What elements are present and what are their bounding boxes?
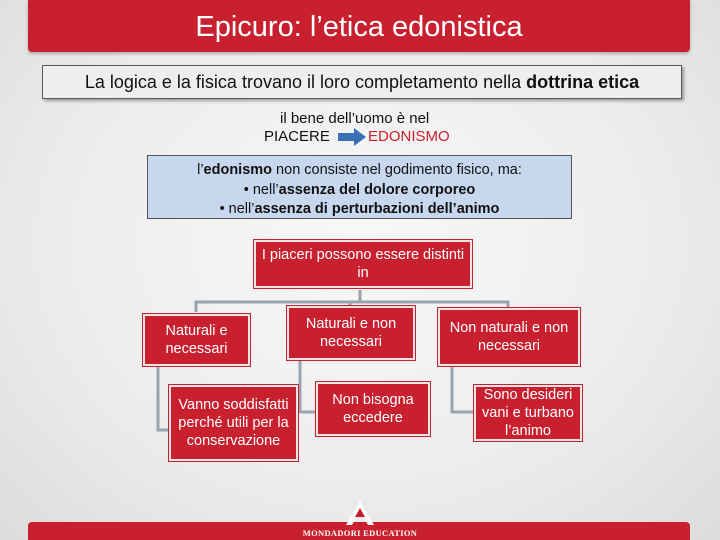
edonismo-word: EDONISMO xyxy=(368,128,450,145)
bullet-prefix: • nell’ xyxy=(219,201,255,217)
child-connector-1 xyxy=(158,367,172,430)
tree-branch-node xyxy=(289,308,413,358)
bullet-emphasis: assenza del dolore corporeo xyxy=(278,181,476,198)
branch-label: Naturali e non necessari xyxy=(305,316,397,350)
edonismo-keyword: edonismo xyxy=(203,162,273,178)
bullet-prefix: • nell’ xyxy=(243,181,279,198)
mondadori-logo-icon xyxy=(345,500,375,526)
publisher-brand: MONDADORI EDUCATION xyxy=(302,528,418,538)
subtitle-text: La logica e la fisica trovano il loro completamento nella xyxy=(84,72,527,92)
slide-title-text: Epicuro: l’etica edonistica xyxy=(195,11,523,43)
child-connector-3 xyxy=(452,366,476,412)
bullet-emphasis: assenza di perturbazioni dell’animo xyxy=(254,201,500,217)
child-label: Non bisogna eccedere xyxy=(332,392,414,426)
child-connector-2 xyxy=(300,360,318,412)
text-fragment: l’ xyxy=(197,162,204,178)
tree-child-node xyxy=(171,387,296,459)
tree-child-node xyxy=(318,384,428,434)
branch-label: Non naturali e non necessari xyxy=(449,320,569,354)
tree-branch-node xyxy=(145,316,248,364)
pleasure-line: il bene dell’uomo è nel xyxy=(280,110,430,127)
child-label: Sono desideri vani e turbano l’animo xyxy=(482,387,574,439)
text-fragment: non consiste nel godimento fisico, ma: xyxy=(272,162,522,178)
tree-root-label: I piaceri possono essere distinti in xyxy=(261,247,465,281)
pleasure-word: PIACERE xyxy=(264,128,330,145)
subtitle-emphasis: dottrina etica xyxy=(526,72,640,92)
tree-branch-node xyxy=(440,310,578,364)
tree-root-node xyxy=(256,242,470,286)
child-label: Vanno soddisfatti perché utili per la conservazione xyxy=(178,397,289,449)
publisher-logo xyxy=(290,500,430,540)
tree-child-node xyxy=(476,387,580,439)
branch-label: Naturali e necessari xyxy=(165,323,228,357)
